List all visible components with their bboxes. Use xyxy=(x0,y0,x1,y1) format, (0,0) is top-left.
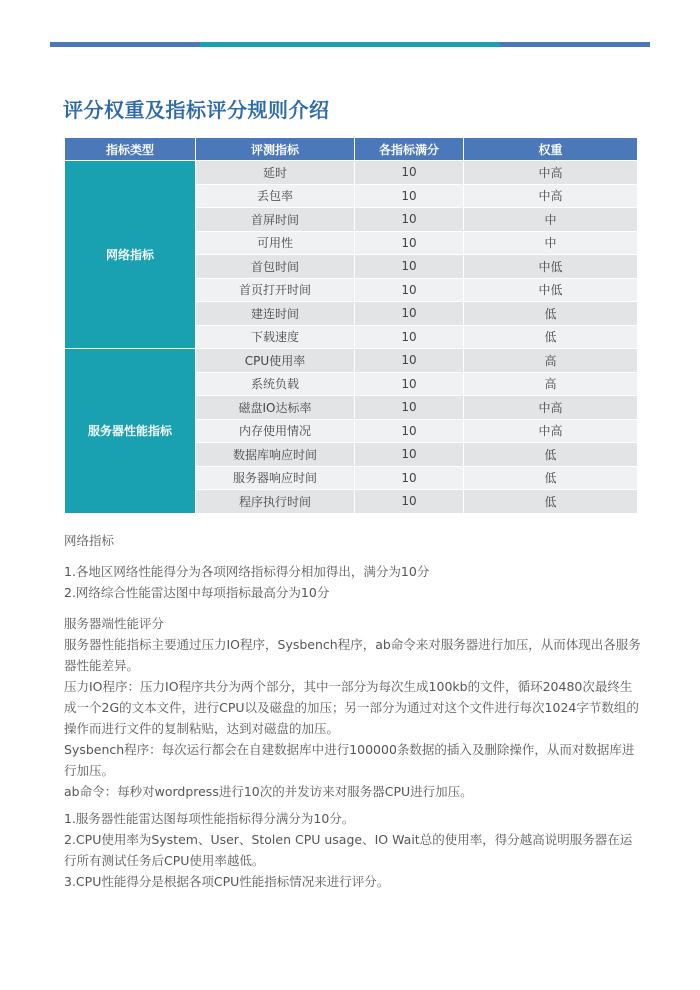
server-note-paragraph: 压力IO程序：压力IO程序共分为两个部分，其中一部分为每次生成100kb的文件，循环20480次最终生成一个2G的文本文件，进行CPU以及磁盘的加压；另一部分为通过对这个文件进行每次1024字节数组的操作而进行文件的复制粘贴，达到对磁盘的加压。 xyxy=(64,679,639,736)
notes-section xyxy=(64,530,644,892)
network-note-item: 2.网络综合性能雷达图中每项指标最高分为10分 xyxy=(64,585,330,600)
server-note-item: 1.服务器性能雷达图每项性能指标得分满分为10分。 xyxy=(64,811,355,826)
weight-cell: 中 xyxy=(464,208,638,232)
metric-cell: CPU使用率 xyxy=(196,349,355,373)
weight-cell: 中低 xyxy=(464,255,638,279)
max-score-cell: 10 xyxy=(355,231,464,255)
network-note-item: 1.各地区网络性能得分为各项网络指标得分相加得出，满分为10分 xyxy=(64,564,430,579)
top-bar-segment-left xyxy=(50,42,200,47)
page-title: 评分权重及指标评分规则介绍 xyxy=(63,98,330,122)
max-score-cell: 10 xyxy=(355,443,464,467)
server-note-paragraph: Sysbench程序：每次运行都会在自建数据库中进行100000条数据的插入及删除操作，从而对数据库进行加压。 xyxy=(64,742,635,778)
metric-cell: 下载速度 xyxy=(196,325,355,349)
weight-cell: 低 xyxy=(464,466,638,490)
max-score-cell: 10 xyxy=(355,184,464,208)
network-notes-heading: 网络指标 xyxy=(64,533,115,548)
max-score-cell: 10 xyxy=(355,372,464,396)
weight-cell: 高 xyxy=(464,349,638,373)
max-score-cell: 10 xyxy=(355,396,464,420)
max-score-cell: 10 xyxy=(355,466,464,490)
scoring-table xyxy=(64,137,638,514)
server-note-paragraph: 服务器性能指标主要通过压力IO程序，Sysbench程序，ab命令来对服务器进行加压，从而体现出各服务器性能差异。 xyxy=(64,637,641,673)
top-bar-segment-right xyxy=(500,42,650,47)
metric-cell: 首包时间 xyxy=(196,255,355,279)
max-score-cell: 10 xyxy=(355,302,464,326)
weight-cell: 低 xyxy=(464,302,638,326)
max-score-cell: 10 xyxy=(355,490,464,514)
weight-cell: 低 xyxy=(464,325,638,349)
server-note-item: 2.CPU使用率为System、User、Stolen CPU usage、IO Wait总的使用率，得分越高说明服务器在运行所有测试任务后CPU使用率越低。 xyxy=(64,832,633,868)
header-max-score: 各指标满分 xyxy=(355,138,464,161)
metric-cell: 首页打开时间 xyxy=(196,278,355,302)
server-note-item: 3.CPU性能得分是根据各项CPU性能指标情况来进行评分。 xyxy=(64,874,390,889)
weight-cell: 低 xyxy=(464,443,638,467)
metric-cell: 磁盘IO达标率 xyxy=(196,396,355,420)
table-body xyxy=(65,161,638,514)
table-row xyxy=(65,349,638,373)
weight-cell: 中高 xyxy=(464,396,638,420)
max-score-cell: 10 xyxy=(355,419,464,443)
weight-cell: 中 xyxy=(464,231,638,255)
metric-cell: 系统负载 xyxy=(196,372,355,396)
weight-cell: 中低 xyxy=(464,278,638,302)
max-score-cell: 10 xyxy=(355,208,464,232)
metric-cell: 丢包率 xyxy=(196,184,355,208)
category-cell: 服务器性能指标 xyxy=(65,349,196,514)
metric-cell: 首屏时间 xyxy=(196,208,355,232)
server-notes-heading: 服务器端性能评分 xyxy=(64,616,165,631)
header-metric: 评测指标 xyxy=(196,138,355,161)
weight-cell: 低 xyxy=(464,490,638,514)
max-score-cell: 10 xyxy=(355,278,464,302)
category-cell: 网络指标 xyxy=(65,161,196,349)
metric-cell: 服务器响应时间 xyxy=(196,466,355,490)
metric-cell: 可用性 xyxy=(196,231,355,255)
header-weight: 权重 xyxy=(464,138,638,161)
weight-cell: 中高 xyxy=(464,419,638,443)
header-category: 指标类型 xyxy=(65,138,196,161)
weight-cell: 高 xyxy=(464,372,638,396)
metric-cell: 建连时间 xyxy=(196,302,355,326)
table-header xyxy=(65,138,638,161)
max-score-cell: 10 xyxy=(355,255,464,279)
table-row xyxy=(65,161,638,185)
metric-cell: 程序执行时间 xyxy=(196,490,355,514)
max-score-cell: 10 xyxy=(355,349,464,373)
metric-cell: 内存使用情况 xyxy=(196,419,355,443)
metric-cell: 数据库响应时间 xyxy=(196,443,355,467)
weight-cell: 中高 xyxy=(464,161,638,185)
max-score-cell: 10 xyxy=(355,161,464,185)
server-note-paragraph: ab命令：每秒对wordpress进行10次的并发访来对服务器CPU进行加压。 xyxy=(64,784,473,799)
top-decor-bar xyxy=(50,42,650,47)
metric-cell: 延时 xyxy=(196,161,355,185)
weight-cell: 中高 xyxy=(464,184,638,208)
top-bar-segment-middle xyxy=(200,42,500,47)
max-score-cell: 10 xyxy=(355,325,464,349)
